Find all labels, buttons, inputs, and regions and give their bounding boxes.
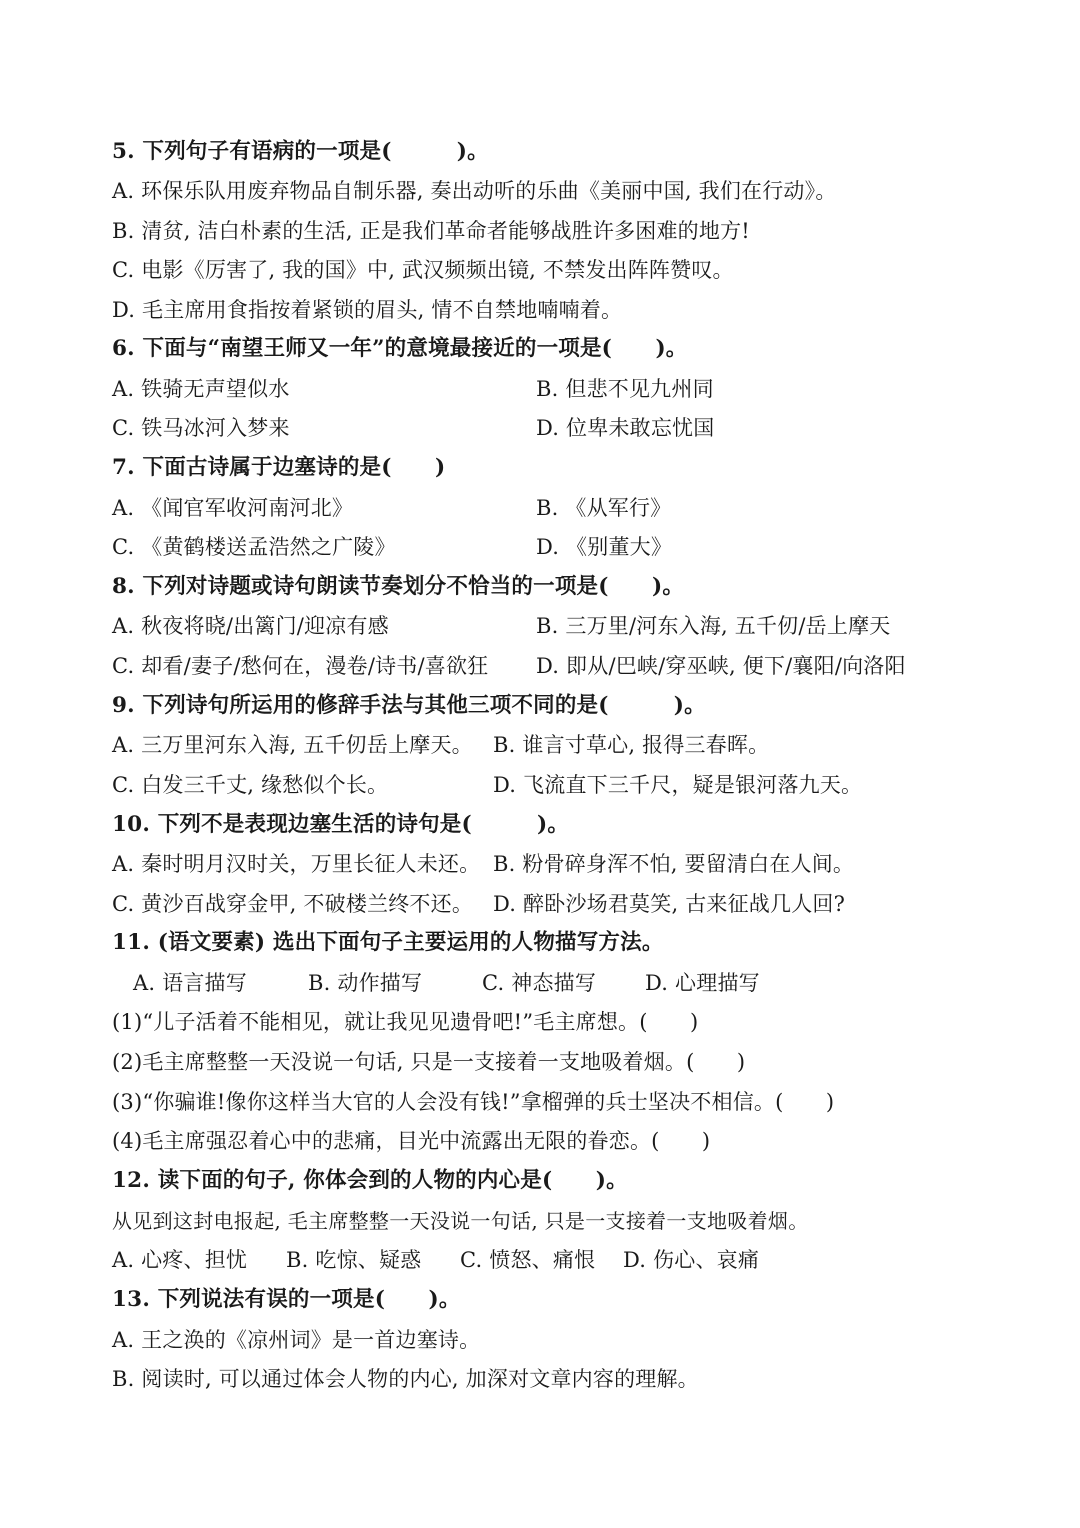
question-6-stem: 6. 下面与“南望王师又一年”的意境最接近的一项是( )。 — [112, 336, 688, 361]
question-6-option-b: B. 但悲不见九州同 — [536, 377, 714, 401]
question-5-option-c: C. 电影《厉害了, 我的国》中, 武汉频频出镜, 不禁发出阵阵赞叹。 — [112, 258, 734, 282]
question-11-option-d: D. 心理描写 — [645, 971, 760, 995]
question-13-option-a: A. 王之涣的《凉州词》是一首边塞诗。 — [112, 1328, 481, 1352]
question-11-sentence-3: (3)“你骗谁!像你这样当大官的人会没有钱!”拿榴弹的兵士坚决不相信。( ) — [112, 1090, 835, 1114]
question-9-option-a: A. 三万里河东入海, 五千仞岳上摩天。 — [112, 733, 473, 757]
question-8-option-d: D. 即从/巴峡/穿巫峡, 便下/襄阳/向洛阳 — [536, 654, 906, 678]
question-5-stem: 5. 下列句子有语病的一项是( )。 — [112, 139, 489, 164]
question-11-sentence-2: (2)毛主席整整一天没说一句话, 只是一支接着一支地吸着烟。( ) — [112, 1050, 746, 1074]
question-8-option-a: A. 秋夜将晓/出篱门/迎凉有感 — [112, 614, 389, 638]
question-12-quote: 从见到这封电报起, 毛主席整整一天没说一句话, 只是一支接着一支地吸着烟。 — [112, 1209, 809, 1233]
question-7-option-d: D. 《别董大》 — [536, 535, 673, 559]
question-8-option-c: C. 却看/妻子/愁何在，漫卷/诗书/喜欲狂 — [112, 654, 489, 678]
question-9-option-d: D. 飞流直下三千尺，疑是银河落九天。 — [493, 773, 863, 797]
question-13-option-b: B. 阅读时, 可以通过体会人物的内心, 加深对文章内容的理解。 — [112, 1367, 699, 1391]
question-9-option-c: C. 白发三千丈, 缘愁似个长。 — [112, 773, 389, 797]
question-10-option-a: A. 秦时明月汉时关，万里长征人未还。 — [112, 852, 481, 876]
question-10-option-b: B. 粉骨碎身浑不怕, 要留清白在人间。 — [493, 852, 855, 876]
question-10-stem: 10. 下列不是表现边塞生活的诗句是( )。 — [112, 812, 570, 837]
question-12-option-b: B. 吃惊、疑惑 — [286, 1248, 422, 1272]
question-7-option-a: A. 《闻官军收河南河北》 — [112, 496, 354, 520]
question-6-option-d: D. 位卑未敢忘忧国 — [536, 416, 715, 440]
question-6-option-c: C. 铁马冰河入梦来 — [112, 416, 290, 440]
question-11-sentence-1: (1)“儿子活着不能相见，就让我见见遗骨吧!”毛主席想。( ) — [112, 1010, 699, 1034]
question-12-option-a: A. 心疼、担忧 — [112, 1248, 248, 1272]
question-7-option-c: C. 《黄鹤楼送孟浩然之广陵》 — [112, 535, 396, 559]
question-7-stem: 7. 下面古诗属于边塞诗的是( ) — [112, 455, 446, 480]
question-10-option-d: D. 醉卧沙场君莫笑, 古来征战几人回? — [493, 892, 846, 916]
question-5-option-a: A. 环保乐队用废弃物品自制乐器, 奏出动听的乐曲《美丽中国, 我们在行动》。 — [112, 179, 837, 203]
question-9-option-b: B. 谁言寸草心, 报得三春晖。 — [493, 733, 770, 757]
question-5-option-b: B. 清贫, 洁白朴素的生活, 正是我们革命者能够战胜许多困难的地方! — [112, 219, 750, 243]
question-11-option-a: A. 语言描写 — [133, 971, 247, 995]
question-8-option-b: B. 三万里/河东入海, 五千仞/岳上摩天 — [536, 614, 891, 638]
question-12-option-c: C. 愤怒、痛恨 — [460, 1248, 596, 1272]
question-7-option-b: B. 《从军行》 — [536, 496, 672, 520]
question-11-option-c: C. 神态描写 — [482, 971, 597, 995]
question-13-stem: 13. 下列说法有误的一项是( )。 — [112, 1287, 461, 1312]
question-11-stem: 11. (语文要素) 选出下面句子主要运用的人物描写方法。 — [112, 930, 664, 955]
question-6-option-a: A. 铁骑无声望似水 — [112, 377, 290, 401]
question-9-stem: 9. 下列诗句所运用的修辞手法与其他三项不同的是( )。 — [112, 693, 706, 718]
question-10-option-c: C. 黄沙百战穿金甲, 不破楼兰终不还。 — [112, 892, 474, 916]
question-12-option-d: D. 伤心、哀痛 — [623, 1248, 760, 1272]
question-12-stem: 12. 读下面的句子, 你体会到的人物的内心是( )。 — [112, 1168, 628, 1193]
question-8-stem: 8. 下列对诗题或诗句朗读节奏划分不恰当的一项是( )。 — [112, 574, 685, 599]
question-5-option-d: D. 毛主席用食指按着紧锁的眉头, 情不自禁地喃喃着。 — [112, 298, 623, 322]
question-11-sentence-4: (4)毛主席强忍着心中的悲痛，目光中流露出无限的眷恋。( ) — [112, 1129, 711, 1153]
question-11-option-b: B. 动作描写 — [308, 971, 423, 995]
